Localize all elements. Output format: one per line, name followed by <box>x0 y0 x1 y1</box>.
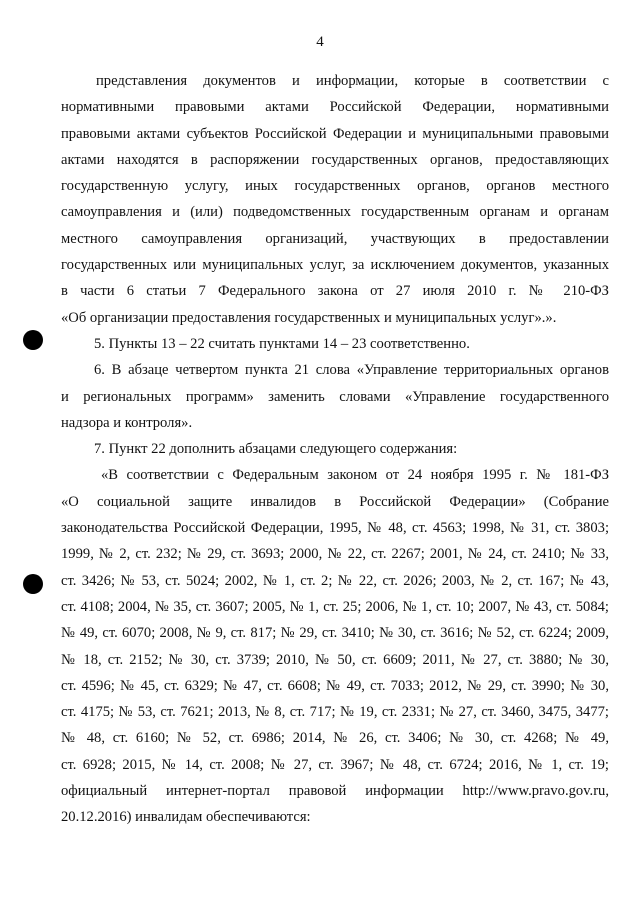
paragraph-line: 6. В абзаце четвертом пункта 21 слова «Управление территориальных органов <box>94 362 609 379</box>
text-line: государственную услугу, иных государственных органов, органов местного <box>61 178 609 195</box>
punch-hole <box>23 574 43 594</box>
text-line: «Об организации предоставления государственных и муниципальных услуг».». <box>61 309 557 326</box>
text-line: ст. 4175; № 53, ст. 7621; 2013, № 8, ст. 717; № 19, ст. 2331; № 27, ст. 3460, 3475, 3477; <box>61 704 609 721</box>
document-body <box>61 68 609 831</box>
text-line: № 48, ст. 6160; № 52, ст. 6986; 2014, № 26, ст. 3406; № 30, ст. 4268; № 49, <box>61 730 609 747</box>
text-line: актами находятся в распоряжении государственных органов, предоставляющих <box>61 151 609 168</box>
text-line: ст. 4108; 2004, № 35, ст. 3607; 2005, № 1, ст. 25; 2006, № 1, ст. 10; 2007, № 43, ст. 5084; <box>61 598 609 615</box>
text-line: государственных или муниципальных услуг, за исключением документов, указанных <box>61 257 609 274</box>
text-line: 1999, № 2, ст. 232; № 29, ст. 3693; 2000, № 22, ст. 2267; 2001, № 24, ст. 2410; № 33, <box>61 546 609 563</box>
text-line: 20.12.2016) инвалидам обеспечиваются: <box>61 809 311 826</box>
punch-hole <box>23 330 43 350</box>
text-line: № 49, ст. 6070; 2008, № 9, ст. 817; № 29, ст. 3410; № 30, ст. 3616; № 52, ст. 6224; 2009, <box>61 625 609 642</box>
text-line: самоуправления и (или) подведомственных государственным органам и органам <box>61 204 609 221</box>
paragraph-line: 7. Пункт 22 дополнить абзацами следующего содержания: <box>94 441 458 458</box>
paragraph-line: 5. Пункты 13 – 22 считать пунктами 14 – 23 соответственно. <box>94 335 470 352</box>
text-line: ст. 3426; № 53, ст. 5024; 2002, № 1, ст. 2; № 22, ст. 2026; 2003, № 2, ст. 167; № 43, <box>61 572 609 589</box>
text-line: представления документов и информации, которые в соответствии с <box>96 73 609 89</box>
text-line: ст. 4596; № 45, ст. 6329; № 47, ст. 6608; № 49, ст. 7033; 2012, № 29, ст. 3990; № 30, <box>61 677 609 694</box>
paragraph-line: «В соответствии с Федеральным законом от 24 ноября 1995 г. № 181-ФЗ <box>101 467 609 484</box>
text-line: «О социальной защите инвалидов в Российской Федерации» (Собрание <box>61 493 609 510</box>
text-line: ст. 6928; 2015, № 14, ст. 2008; № 27, ст. 3967; № 48, ст. 6724; 2016, № 1, ст. 19; <box>61 756 609 773</box>
page-number: 4 <box>316 34 324 50</box>
text-line: законодательства Российской Федерации, 1995, № 48, ст. 4563; 1998, № 31, ст. 3803; <box>61 520 609 537</box>
text-line: официальный интернет-портал правовой информации http://www.pravo.gov.ru, <box>61 783 609 800</box>
text-line: надзора и контроля». <box>61 414 193 431</box>
text-line: и региональных программ» заменить словами «Управление государственного <box>61 388 609 405</box>
text-line: в части 6 статьи 7 Федерального закона от 27 июля 2010 г. № 210-ФЗ <box>61 283 609 300</box>
text-line: № 18, ст. 2152; № 30, ст. 3739; 2010, № 50, ст. 6609; 2011, № 27, ст. 3880; № 30, <box>61 651 609 668</box>
text-line: нормативными правовыми актами Российской Федерации, нормативными <box>61 99 609 116</box>
text-line: правовыми актами субъектов Российской Федерации и муниципальными правовыми <box>61 125 609 142</box>
text-line: местного самоуправления организаций, участвующих в предоставлении <box>61 230 609 247</box>
